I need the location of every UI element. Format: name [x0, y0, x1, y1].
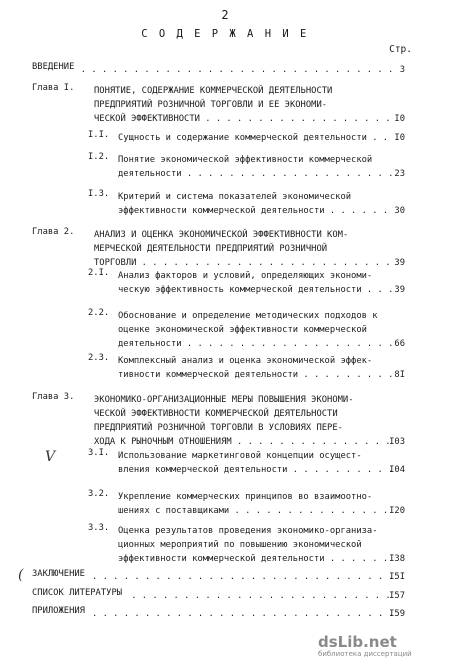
toc-entry-line: оценке экономической эффективности коммерческой [118, 325, 367, 335]
toc-entry-label: I.3. [88, 189, 110, 199]
toc-entry-label: ПРИЛОЖЕНИЯ [32, 606, 85, 616]
toc-entry-page: 39 [394, 258, 405, 268]
toc-entry-label: СПИСОК ЛИТЕРАТУРЫ [32, 588, 123, 598]
toc-entry [0, 521, 450, 566]
toc-entry-line: ПРЕДПРИЯТИЙ РОЗНИЧНОЙ ТОРГОВЛИ В УСЛОВИЯХ ПЕРЕ- [94, 423, 343, 433]
toc-entry-title [94, 225, 392, 270]
page-title: С О Д Е Р Ж А Н И Е [141, 28, 309, 40]
toc-entry-label: Глава 2. [32, 227, 75, 237]
toc-entry-line: шениях с поставщиками . . . [118, 504, 392, 518]
toc-entry-page: 39 [394, 285, 405, 295]
toc-entry-line: Анализ факторов и условий, определяющих экономи- [118, 271, 373, 281]
toc-entry-page: I0 [394, 114, 405, 124]
toc-entry [0, 187, 450, 218]
toc-entry [0, 567, 450, 584]
toc-entry-title [118, 128, 392, 145]
toc-entry-page: I38 [389, 554, 405, 564]
toc-entry-line: Использование маркетинговой концепции осущест- [118, 451, 362, 461]
toc-entry-page: I0 [394, 133, 405, 143]
toc-entry-title [118, 306, 392, 351]
toc-entry-line: ЭКОНОМИКО-ОРГАНИЗАЦИОННЫЕ МЕРЫ ПОВЫШЕНИЯ ЭКОНОМИ- [94, 395, 354, 405]
toc-entry [0, 60, 450, 77]
toc-entry-line: эффективности коммерческой деятельности . . . [118, 552, 392, 566]
toc-entry [0, 604, 450, 621]
toc-entry-page: I03 [389, 437, 405, 447]
toc-entry-line: тивности коммерческой деятельности . . . [118, 368, 392, 382]
toc-entry-title [118, 351, 392, 382]
toc-entry-page: 8I [394, 370, 405, 380]
toc-entry-line: ческую эффективность коммерческой деятельности . . . [118, 283, 392, 297]
watermark-subtitle: библиотека диссертаций [318, 650, 412, 658]
toc-entry-line: деятельности . . . [118, 337, 392, 351]
toc-entry-line: Критерий и система показателей экономической [118, 192, 352, 202]
toc-entry-line: ХОДА К РЫНОЧНЫМ ОТНОШЕНИЯМ . . . [94, 435, 392, 449]
toc-entry-label: ВВЕДЕНИЕ [32, 62, 75, 72]
toc-entry-title [118, 187, 392, 218]
toc-entry-label: 2.2. [88, 308, 110, 318]
toc-entry-line [92, 607, 392, 621]
toc-entry [0, 81, 450, 126]
toc-entry-line: ЧЕСКОЙ ЭФФЕКТИВНОСТИ КОММЕРЧЕСКОЙ ДЕЯТЕЛЬНОСТИ [94, 409, 338, 419]
toc-entry-label: 2.3. [88, 353, 110, 363]
toc-entry-page: 23 [394, 169, 405, 179]
toc-entry-page: I57 [389, 591, 405, 601]
toc-entry-page: I5I [389, 572, 405, 582]
toc-entry-title [118, 446, 392, 477]
toc-entry-line: ПРЕДПРИЯТИЙ РОЗНИЧНОЙ ТОРГОВЛИ И ЕЕ ЭКОНОМИ- [94, 100, 328, 110]
toc-entry-line: АНАЛИЗ И ОЦЕНКА ЭКОНОМИЧЕСКОЙ ЭФФЕКТИВНОСТИ КОМ- [94, 230, 349, 240]
toc-entry-line: ПОНЯТИЕ, СОДЕРЖАНИЕ КОММЕРЧЕСКОЙ ДЕЯТЕЛЬНОСТИ [94, 86, 333, 96]
toc-entry-page: I59 [389, 609, 405, 619]
toc-entry-line: Оценка результатов проведения экономико-организа- [118, 526, 378, 536]
toc-entry-label: 3.2. [88, 489, 110, 499]
toc-entry [0, 225, 450, 270]
toc-entry-title [94, 81, 392, 126]
toc-entry-line [92, 570, 392, 584]
toc-entry-page: 66 [394, 339, 405, 349]
toc-entry-label: Глава I. [32, 83, 75, 93]
toc-entry-title [92, 604, 392, 621]
toc-entry-page: I04 [389, 465, 405, 475]
handwritten-checkmark: V [45, 449, 56, 465]
watermark [318, 633, 438, 661]
handwritten-mark: ( [18, 567, 24, 583]
toc-entry-line: вления коммерческой деятельности . . . [118, 463, 392, 477]
toc-entry [0, 586, 450, 603]
toc-entry-line: Сущность и содержание коммерческой деятельности . . . [118, 131, 392, 145]
page-number: 2 [221, 8, 229, 22]
toc-entry-line: эффективности коммерческой деятельности . . . [118, 204, 392, 218]
toc-entry-page: 30 [394, 206, 405, 216]
toc-entry [0, 487, 450, 518]
toc-entry [0, 128, 450, 145]
toc-entry-line: Укрепление коммерческих принципов во взаимоотно- [118, 492, 373, 502]
toc-entry [0, 266, 450, 297]
toc-entry-line: Понятие экономической эффективности коммерческой [118, 155, 373, 165]
toc-entry-label: Глава 3. [32, 392, 75, 402]
toc-entry [0, 150, 450, 181]
toc-entry-line [131, 589, 392, 603]
toc-entry-title [94, 390, 392, 449]
toc-entry [0, 306, 450, 351]
toc-entry-line: деятельности . . . [118, 167, 392, 181]
toc-entry-line [81, 63, 392, 77]
toc-entry-label: I.2. [88, 152, 110, 162]
toc-entry-title [118, 487, 392, 518]
toc-entry-label: 3.I. [88, 448, 110, 458]
toc-entry-title [118, 150, 392, 181]
page-column-label: Стр. [389, 44, 412, 55]
watermark-logo: dsLib.net [318, 633, 397, 651]
toc-entry-title [118, 266, 392, 297]
toc-entry [0, 351, 450, 382]
toc-entry [0, 446, 450, 477]
toc-entry-line: ТОРГОВЛИ . . . [94, 256, 392, 270]
toc-entry-line: ционных мероприятий по повышению экономической [118, 540, 362, 550]
toc-entry-label: ЗАКЛЮЧЕНИЕ [32, 569, 85, 579]
toc-entry-label: I.I. [88, 130, 110, 140]
toc-entry-line: ЧЕСКОЙ ЭФФЕКТИВНОСТИ . . . [94, 112, 392, 126]
toc-entry-label: 2.I. [88, 268, 110, 278]
toc-entry-page: 3 [399, 65, 405, 75]
toc-entry-line: МЕРЧЕСКОЙ ДЕЯТЕЛЬНОСТИ ПРЕДПРИЯТИЙ РОЗНИЧНОЙ [94, 244, 328, 254]
toc-entry-page: I20 [389, 506, 405, 516]
toc-entry-line: Комплексный анализ и оценка экономической эффек- [118, 356, 373, 366]
toc-entry-title [118, 521, 392, 566]
toc-entry-title [131, 586, 392, 603]
toc-entry [0, 390, 450, 449]
toc-entry-title [81, 60, 392, 77]
toc-entry-line: Обоснование и определение методических подходов к [118, 311, 378, 321]
toc-entry-label: 3.3. [88, 523, 110, 533]
toc-entry-title [92, 567, 392, 584]
